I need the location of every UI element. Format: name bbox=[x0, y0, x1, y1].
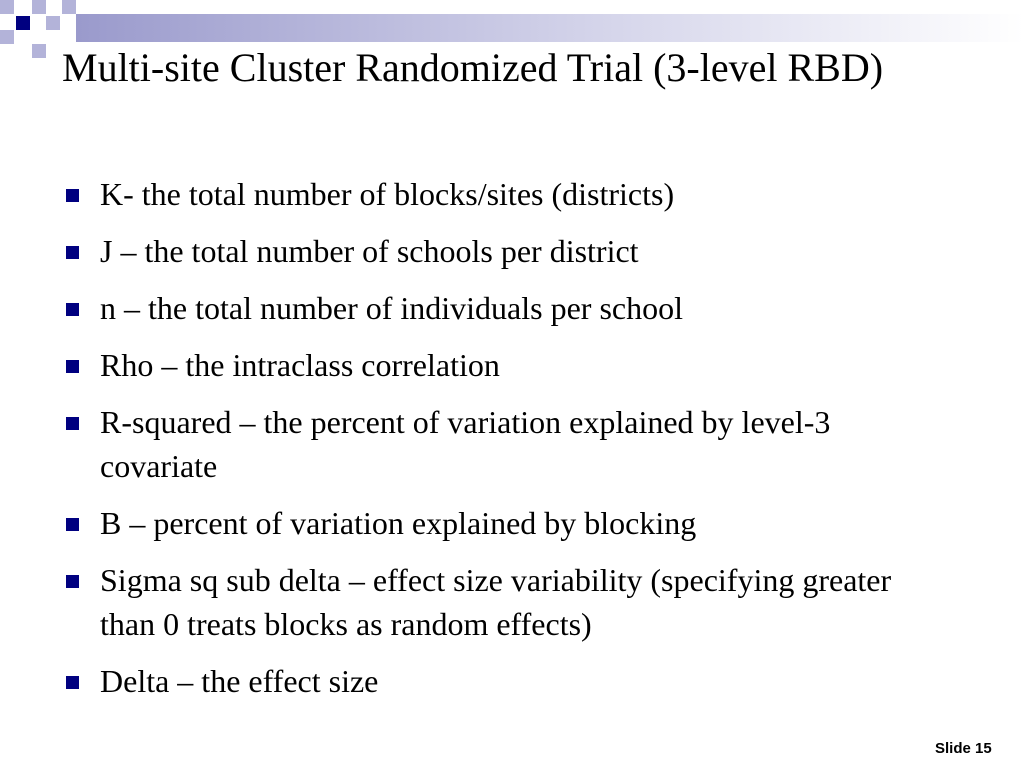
bullet-text: n – the total number of individuals per school bbox=[100, 290, 683, 326]
list-item bbox=[62, 343, 942, 387]
square-bullet-icon bbox=[66, 676, 79, 689]
decor-square bbox=[62, 0, 76, 14]
square-bullet-icon bbox=[66, 575, 79, 588]
list-item bbox=[62, 400, 942, 488]
bullet-text: R-squared – the percent of variation explained by level-3 covariate bbox=[100, 404, 831, 484]
list-item bbox=[62, 286, 942, 330]
slide-title: Multi-site Cluster Randomized Trial (3-level RBD) bbox=[62, 45, 884, 90]
bullet-text: Rho – the intraclass correlation bbox=[100, 347, 500, 383]
decor-square bbox=[46, 16, 60, 30]
square-bullet-icon bbox=[66, 246, 79, 259]
list-item bbox=[62, 501, 942, 545]
bullet-text: J – the total number of schools per district bbox=[100, 233, 639, 269]
square-bullet-icon bbox=[66, 189, 79, 202]
bullet-list bbox=[62, 172, 942, 716]
list-item bbox=[62, 229, 942, 273]
decor-square bbox=[32, 0, 46, 14]
decor-square bbox=[32, 44, 46, 58]
bullet-text: K- the total number of blocks/sites (districts) bbox=[100, 176, 675, 212]
list-item bbox=[62, 659, 942, 703]
list-item bbox=[62, 558, 942, 646]
bullet-text: Delta – the effect size bbox=[100, 663, 379, 699]
decor-square bbox=[0, 30, 14, 44]
square-bullet-icon bbox=[66, 417, 79, 430]
square-bullet-icon bbox=[66, 518, 79, 531]
bullet-text: Sigma sq sub delta – effect size variability (specifying greater than 0 treats blocks as random effects) bbox=[100, 562, 892, 642]
square-bullet-icon bbox=[66, 303, 79, 316]
decor-square bbox=[16, 16, 30, 30]
decor-square bbox=[0, 0, 14, 14]
header-gradient-bar bbox=[76, 14, 1024, 42]
slide-number: Slide 15 bbox=[935, 740, 992, 757]
bullet-text: B – percent of variation explained by blocking bbox=[100, 505, 697, 541]
list-item bbox=[62, 172, 942, 216]
square-bullet-icon bbox=[66, 360, 79, 373]
